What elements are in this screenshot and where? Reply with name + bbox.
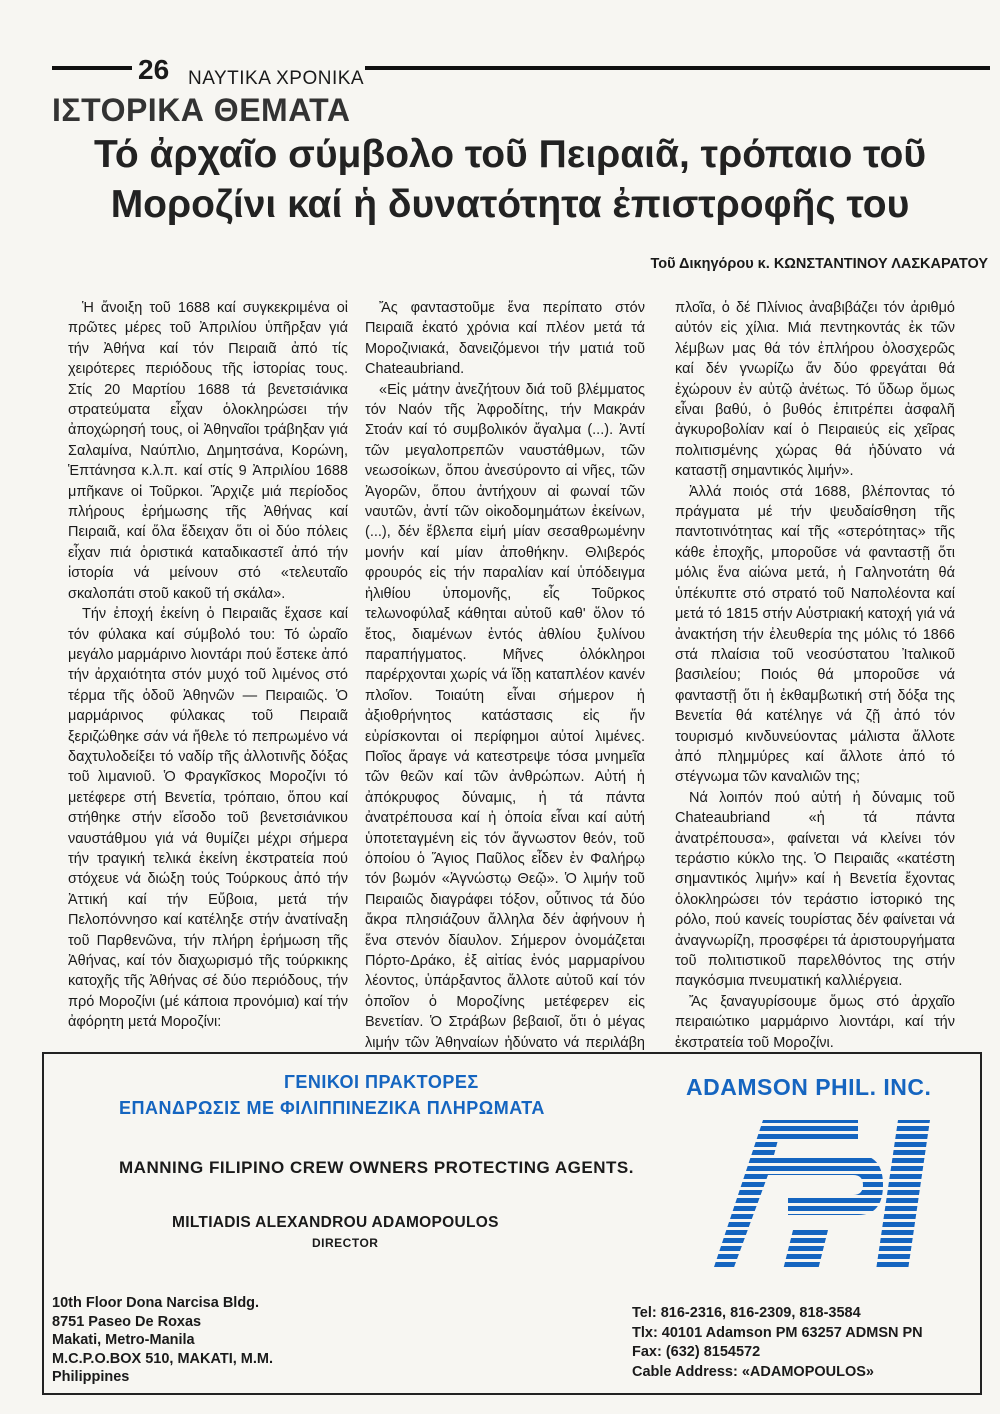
byline [650,256,988,272]
advertisement [42,1052,982,1395]
ad-contacts [632,1304,923,1382]
paragraph: Ἡ ἄνοιξη τοῦ 1688 καί συγκεκριμένα οἱ πρῶτες μέρες τοῦ Ἀπριλίου ὑπῆρξαν γιά τήν Ἀθήνα καί τόν Πειραιᾶ ἀπό τίς χειρότερες περιόδους τῆς ἱστορίας τους. Στίς 20 Μαρτίου 1688 τά βενετσιάνικα στρατεύματα εἶχαν ὁλοκληρώσει τήν ἀποχώρησή τους, οἱ Ἀθηναῖοι τράβηξαν γιά Σαλαμίνα, Ναύπλιο, Δημητσάνα, Κορώνη, Ἑπτάνησα κ.λ.π. καί στίς 9 Ἀπριλίου 1688 μπῆκανε οἱ Τοῦρκοι. Ἄρχιζε μιά περίοδος πλήρους ἐρήμωσης τῆς Ἀθήνας καί Πειραιᾶ, καί ὅλα ἔδειχαν ὅτι οἱ δύο πόλεις εἶχαν πιά ὁριστικά καταδικαστεῖ ἀπό τήν ἱστορία νά μείνουν στό «τελευταῖο σκαλοπάτι στοῦ κακοῦ τή σκάλα». [68,300,348,602]
paragraph: Τήν ἐποχή ἐκείνη ὁ Πειραιᾶς ἔχασε καί τόν φύλακα καί σύμβολό του: Τό ὡραῖο μεγάλο μαρμάρινο λιοντάρι πού ἔστεκε ἀπό τήν ἀρχαιότητα στόν μυχό τοῦ λιμένος στό τέρμα τῆς ὁδοῦ Ἀθηνῶν — Πειραιῶς. Ὁ μαρμάρινος φύλακας τοῦ Πειραιᾶ ξεριζώθηκε σάν νά ἤθελε τό πεπρωμένο νά δαχτυλοδείξει τό ναδίρ τῆς ἀλλοτινῆς δόξας τοῦ λιμανιοῦ. Ὁ Φραγκῖσκος Μοροζίνι τό μετέφερε στή Βενετία, τρόπαιο, ὅπου καί στήθηκε στήν εἴσοδο τοῦ βενετσιάνικου ναυστάθμου γιά νά θυμίζει μέχρι σήμερα τήν τραγική τελικά ἐκείνη ἐκστρατεία πού στόχευε νά διώξη τούς Τούρκους ἀπό τήν Ἀττική καί τήν Εὔβοια, μετά τήν Πελοπόννησο καί κατέληξε στήν ἀνατίναξη τοῦ Παρθενῶνα, τήν πλήρη ἐρήμωση τῆς Ἀθήνας, καί τόν διαχωρισμό τῆς τούρκικης κατοχῆς τῆς Ἀθήνας σέ δύο περιόδους, τήν πρό Μοροζίνι (μέ κάποια προνόμια) καί τήν ἀφόρητη μετά Μοροζίνι: [68,606,348,1031]
paragraph: Ἄς ξαναγυρίσουμε ὅμως στό ἀρχαῖο πειραιώτικο μαρμάρινο λιοντάρι, καί τήν ἐκστρατεία τοῦ Μοροζίνι. [675,993,955,1051]
header-rule-right [365,66,990,70]
paragraph: Νά λοιπόν πού αὐτή ἡ δύναμις τοῦ Chateaubriand «ἡ τά πάντα ἀνατρέπουσα», φαίνεται νά κλείνει τόν τεράστιο κύκλο της. Ὁ Πειραιᾶς «κατέστη σημαντικός λιμήν» καί ἡ Βενετία ἔχοντας ὁλοκληρώσει τόν τεράστιο ἱστορικό της ρόλο, πού κανείς τουρίστας δέν φαίνεται νά ἀναγνωρίζη, προσφέρει τά ἀριστουργήματα τοῦ πολιτιστικοῦ παρελθόντος της στήν παγκόσμια πνευματική καλλιέργεια. [675,789,955,990]
byline-prefix: Τοῦ Δικηγόρου κ. [650,256,770,272]
ad-manning-english: MANNING FILIPINO CREW OWNERS PROTECTING AGENTS. [119,1158,634,1177]
section-title: ΙΣΤΟΡΙΚΑ ΘΕΜΑΤΑ [52,92,351,128]
article-column-3 [675,298,955,1053]
article-headline [40,130,980,230]
contact-line: Tlx: 40101 Adamson PM 63257 ADMSN PN [632,1324,923,1341]
address-line: Philippines [52,1369,130,1386]
address-line: 10th Floor Dona Narcisa Bldg. [52,1295,260,1311]
paragraph: Ἄς φανταστοῦμε ἕνα περίπατο στόν Πειραιᾶ ἑκατό χρόνια καί πλέον μετά τά Μοροζινιακά, δανειζόμενοι τήν ματιά τοῦ Chateaubriand. [365,300,645,378]
ad-company-name: ADAMSON PHIL. INC. [686,1074,932,1100]
api-logo-icon [708,1110,938,1280]
headline-line-1: Τό ἀρχαῖο σύμβολο τοῦ Πειραιᾶ, τρόπαιο τοῦ [93,133,927,176]
paragraph: Ἀλλά ποιός στά 1688, βλέποντας τό πράγματα μέ τήν ψευδαίσθηση τῆς παντοτινότητας καί τῆς «στερότητας» τῆς κάθε ἐποχῆς, μποροῦσε νά φανταστῇ ὅτι μόλις ἕνα αἰώνα μετά, ἡ Γαληνοτάτη θά ὑπέκυπτε στό στρατό τοῦ Ναπολέοντα καί μετά τό 1815 στήν Αὐστριακή κατοχή γιά νά ἀνακτήση τήν ἐλευθερία της μόλις τό 1866 στά πλαίσια τοῦ νεοσύστατου Ἰταλικοῦ βασιλείου; Ποιός θά μποροῦσε νά φανταστῇ ὅτι ἡ ἐκθαμβωτική στή δόξα της Βενετία θά κατέληγε νά ζῇ ἀπό τόν τουρισμό κινδυνεύοντας μάλιστα ἄλλοτε ἀπό πλημμύρες καί ἄλλοτε ἀπό τό στέγνωμα τῶν καναλιῶν της; [675,483,955,786]
ad-director-title: DIRECTOR [312,1236,379,1250]
ad-director-name: MILTIADIS ALEXANDROU ADAMOPOULOS [172,1214,499,1231]
page-number: 26 [138,54,170,85]
address-line: Makati, Metro-Manila [52,1332,195,1349]
article-column-2 [365,298,645,1073]
contact-line: Fax: (632) 8154572 [632,1344,761,1360]
paragraph: πλοῖα, ὁ δέ Πλίνιος ἀναβιβάζει τόν ἀριθμό αὐτόν εἰς χίλια. Μιά πεντηκοντάς ἐκ τῶν λέμβων μας θά τόν ἐπλήρου ὁλοσχερῶς καί δέν γνωρίζω ἄν δύο φρεγάται θά ἐχώρουν ἐν αὐτῷ ἀνέτως. Τό ὕδωρ ὅμως εἶναι βαθύ, ὁ βυθός ἐπιτρέπει ἀσφαλῆ ἀγκυροβολίαν καί ὁ Πειραιεύς εἰς χεῖρας πολιτισμένης χώρας θά ἠδύνατο νά καταστῇ σημαντικός λιμήν». [675,300,955,480]
ad-address [52,1294,273,1387]
header-rule-left [52,66,132,70]
byline-author: ΚΩΝΣΤΑΝΤΙΝΟΥ ΛΑΣΚΑΡΑΤΟΥ [773,256,988,272]
ad-agents-greek: ΓΕΝΙΚΟΙ ΠΡΑΚΤΟΡΕΣ [284,1072,479,1092]
headline-line-2: Μοροζίνι καί ἡ δυνατότητα ἐπιστροφῆς του [110,183,910,226]
contact-line: Tel: 816-2316, 816-2309, 818-3584 [632,1305,861,1321]
publication-name: ΝΑΥΤΙΚΑ ΧΡΟΝΙΚΑ [188,68,365,89]
article-column-1 [68,298,348,1033]
address-line: 8751 Paseo De Roxas [52,1313,202,1330]
contact-line: Cable Address: «ADAMOPOULOS» [632,1363,874,1380]
ad-manning-greek: ΕΠΑΝΔΡΩΣΙΣ ΜΕ ΦΙΛΙΠΠΙΝΕΖΙΚΑ ΠΛΗΡΩΜΑΤΑ [119,1098,545,1118]
paragraph: «Εἰς μάτην ἀνεζήτουν διά τοῦ βλέμματος τόν Ναόν τῆς Ἀφροδίτης, τήν Μακράν Στοάν καί τό συμβολικόν ἄγαλμα (...). Ἀντί τῶν μεγαλοπρεπῶν ναυστάθμων, τῶν νεωσοίκων, ὅπου ἀνεσύροντο αἱ νῆες, τῶν Ἀγορῶν, ὅπου ἀντήχουν αἱ φωναί τῶν ναυτῶν, ἀντί τῶν οἰκοδομημάτων ἐκείνων, (...), δέν ἔβλεπα εἰμή μίαν σεσαθρωμένην μονήν καί μίαν ἀποθήκην. Θλιβερός φρουρός εἰς τήν παραλίαν καί ὑπόδειγμα ἠλιθίου ὑπομονῆς, εἷς Τοῦρκος τελωνοφύλαξ κάθηται αὐτοῦ καθ' ὅλον τό ἔτος, διαμένων ἐντός ἀθλίου ξυλίνου παραπήγματος. Μῆνες ὁλόκληροι παρέρχονται χωρίς νά ἴδῃ καταπλέον κανέν πλοῖον. Τοιαύτη εἶναι σήμερον ἡ ἀξιοθρήνητος κατάστασις εἰς ἥν εὑρίσκονται οἱ περίφημοι αὐτοί λιμένες. Ποῖος ἄραγε νά κατεστρεψε τόσα μνημεῖα τῶν θεῶν καί τῶν ἀνθρώπων. Αὐτή ἡ ἀπόκρυφος δύναμις, ἡ τά πάντα ἀνατρέπουσα καί ἡ ὁποία εἶναι καί αὐτή ὑποτεταγμένη εἰς τόν ἄγνωστον θεόν, τοῦ ὁποίου ὁ Ἅγιος Παῦλος εἶδεν ἐν Φαλήρῳ τόν βωμόν «Ἀγνώστῳ Θεῷ». Ὁ λιμήν τοῦ Πειραιῶς διαγράφει τόξον, οὗτινος τά δύο ἄκρα πλησιάζουν ἄλληλα δέν ἀφήνουν ἡ ἕνα στενόν δίαυλον. Σήμερον ὀνομάζεται Πόρτο-Δράκο, ἐξ αἰτίας ἑνός μαρμαρίνου λέοντος, ὑπάρξαντος ἄλλοτε αὐτοῦ καί τόν ὁποῖον ὁ Μοροζίνης μετέφερεν εἰς Βενετίαν. Ὁ Στράβων βεβαιοῖ, ὅτι ὁ μέγας λιμήν τῶν Ἀθηναίων ἠδύνατο νά περιλάβη [365,381,645,1051]
address-line: M.C.P.O.BOX 510, MAKATI, M.M. [52,1350,274,1367]
